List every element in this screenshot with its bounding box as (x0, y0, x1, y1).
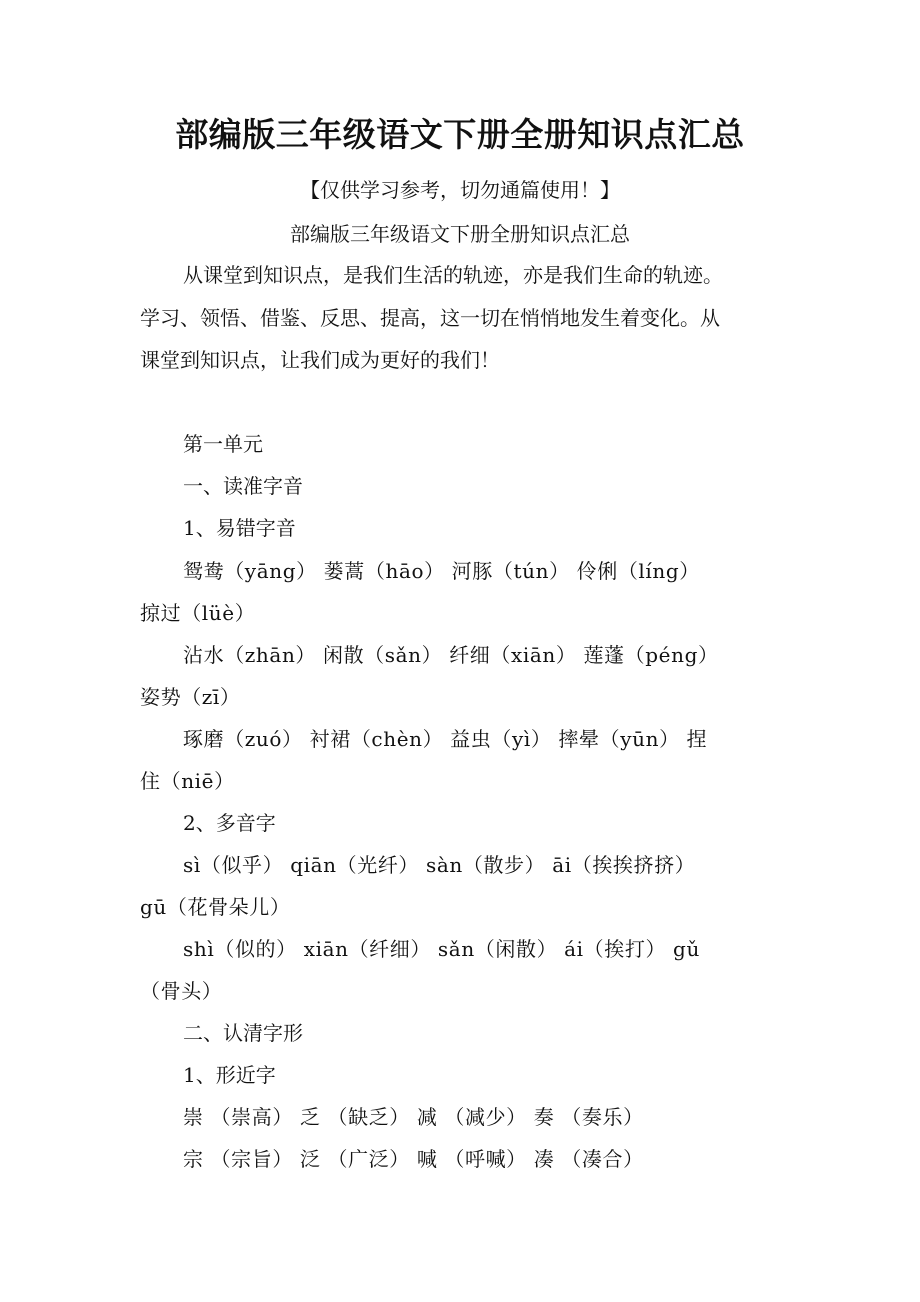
polyphone-line: shì（似的） xiān（纤细） sǎn（闲散） ái（挨打） gǔ (183, 937, 700, 961)
pronunciation-line: 鸳鸯（yāng） 蒌蒿（hāo） 河豚（tún） 伶俐（líng） (183, 559, 700, 583)
pronunciation-line: 沾水（zhān） 闲散（sǎn） 纤细（xiān） 莲蓬（péng） (183, 643, 719, 667)
similar-character-line: 宗 （宗旨） 泛 （广泛） 喊 （呼喊） 凑 （凑合） (183, 1147, 644, 1171)
similar-character-line: 崇 （崇高） 乏 （缺乏） 减 （减少） 奏 （奏乐） (183, 1105, 644, 1129)
subsection-heading: 1、形近字 (183, 1063, 276, 1087)
subsection-heading: 2、多音字 (183, 811, 276, 835)
intro-paragraph-line: 从课堂到知识点，是我们生活的轨迹，亦是我们生命的轨迹。 (183, 263, 723, 287)
pronunciation-line: 琢磨（zuó） 衬裙（chèn） 益虫（yì） 摔晕（yūn） 捏 (183, 727, 708, 751)
usage-notice: 【仅供学习参考，切勿通篇使用！】 (300, 178, 620, 202)
document-subtitle: 部编版三年级语文下册全册知识点汇总 (290, 222, 630, 246)
intro-paragraph-line: 学习、领悟、借鉴、反思、提高，这一切在悄悄地发生着变化。从 (140, 306, 720, 330)
document-title: 部编版三年级语文下册全册知识点汇总 (175, 115, 745, 154)
polyphone-line: （骨头） (140, 979, 223, 1003)
section-heading: 一、读准字音 (183, 474, 303, 498)
subsection-heading: 1、易错字音 (183, 516, 296, 540)
polyphone-line: gū（花骨朵儿） (140, 895, 291, 919)
section-heading: 二、认清字形 (183, 1021, 303, 1045)
pronunciation-line: 掠过（lüè） (140, 601, 256, 625)
pronunciation-line: 姿势（zī） (140, 685, 241, 709)
polyphone-line: sì（似乎） qiān（光纤） sàn（散步） āi（挨挨挤挤） (183, 853, 696, 877)
unit-heading: 第一单元 (183, 432, 263, 456)
pronunciation-line: 住（niē） (140, 769, 235, 793)
intro-paragraph-line: 课堂到知识点，让我们成为更好的我们！ (140, 348, 500, 372)
